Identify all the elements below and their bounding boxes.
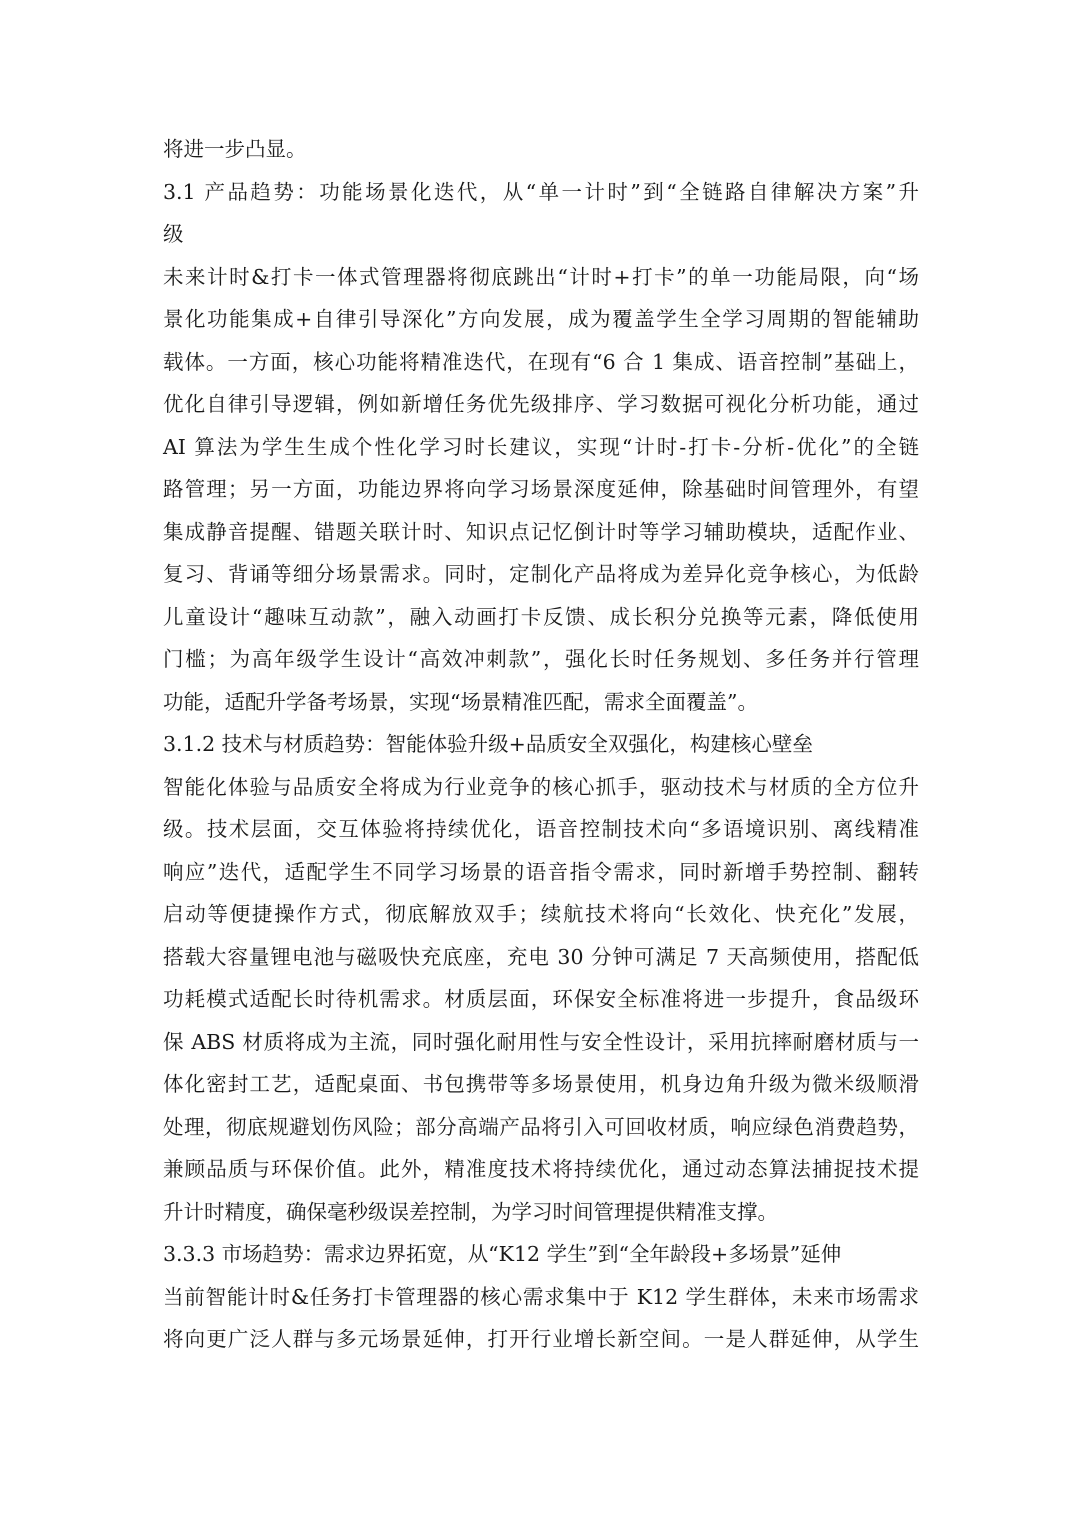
text-line: 响应”迭代，适配学生不同学习场景的语音指令需求，同时新增手势控制、翻转	[163, 859, 919, 884]
text-line: 体化密封工艺，适配桌面、书包携带等多场景使用，机身边角升级为微米级顺滑	[163, 1072, 919, 1096]
text-line: 功耗模式适配长时待机需求。材质层面，环保安全标准将进一步提升，食品级环	[163, 987, 919, 1011]
section-heading-continued: 级	[163, 222, 184, 246]
text-line: 路管理；另一方面，功能边界将向学习场景深度延伸，除基础时间管理外，有望	[163, 477, 919, 501]
text-line: 未来计时&打卡一体式管理器将彻底跳出“计时+打卡”的单一功能局限，向“场	[163, 264, 919, 289]
text-line: 载体。一方面，核心功能将精准迭代，在现有“6 合 1 集成、语音控制”基础上，	[163, 349, 919, 374]
text-line: 优化自律引导逻辑，例如新增任务优先级排序、学习数据可视化分析功能，通过	[163, 392, 919, 416]
text-line: 功能，适配升学备考场景，实现“场景精准匹配，需求全面覆盖”。	[163, 689, 758, 714]
text-line: 级。技术层面，交互体验将持续优化，语音控制技术向“多语境识别、离线精准	[163, 817, 919, 841]
text-line: 将向更广泛人群与多元场景延伸，打开行业增长新空间。一是人群延伸，从学生	[163, 1327, 919, 1351]
text-line: 复习、背诵等细分场景需求。同时，定制化产品将成为差异化竞争核心，为低龄	[163, 562, 919, 586]
text-line: 儿童设计“趣味互动款”，融入动画打卡反馈、成长积分兑换等元素，降低使用	[163, 604, 919, 629]
text-line: AI 算法为学生生成个性化学习时长建议，实现“计时-打卡-分析-优化”的全链	[163, 434, 919, 459]
text-line: 处理，彻底规避划伤风险；部分高端产品将引入可回收材质，响应绿色消费趋势，	[163, 1114, 919, 1139]
text-line: 兼顾品质与环保价值。此外，精准度技术将持续优化，通过动态算法捕捉技术提	[163, 1157, 919, 1181]
document-page	[163, 128, 919, 1361]
section-heading: 3.3.3 市场趋势：需求边界拓宽，从“K12 学生”到“全年龄段+多场景”延伸	[163, 1242, 842, 1266]
text-line: 智能化体验与品质安全将成为行业竞争的核心抓手，驱动技术与材质的全方位升	[163, 774, 919, 799]
text-line: 集成静音提醒、错题关联计时、知识点记忆倒计时等学习辅助模块，适配作业、	[163, 519, 919, 544]
section-heading: 3.1 产品趋势：功能场景化迭代，从“单一计时”到“全链路自律解决方案”升	[163, 179, 919, 204]
text-line: 升计时精度，确保毫秒级误差控制，为学习时间管理提供精准支撑。	[163, 1199, 778, 1224]
text-line: 启动等便捷操作方式，彻底解放双手；续航技术将向“长效化、快充化”发展，	[163, 902, 919, 926]
text-line: 当前智能计时&任务打卡管理器的核心需求集中于 K12 学生群体，未来市场需求	[163, 1284, 919, 1309]
text-line: 保 ABS 材质将成为主流，同时强化耐用性与安全性设计，采用抗摔耐磨材质与一	[163, 1029, 919, 1054]
text-line: 景化功能集成+自律引导深化”方向发展，成为覆盖学生全学习周期的智能辅助	[163, 307, 919, 331]
text-line: 将进一步凸显。	[163, 137, 307, 161]
text-line: 搭载大容量锂电池与磁吸快充底座，充电 30 分钟可满足 7 天高频使用，搭配低	[163, 944, 919, 969]
section-heading: 3.1.2 技术与材质趋势：智能体验升级+品质安全双强化，构建核心壁垒	[163, 732, 813, 756]
text-line: 门槛；为高年级学生设计“高效冲刺款”，强化长时任务规划、多任务并行管理	[163, 647, 919, 671]
